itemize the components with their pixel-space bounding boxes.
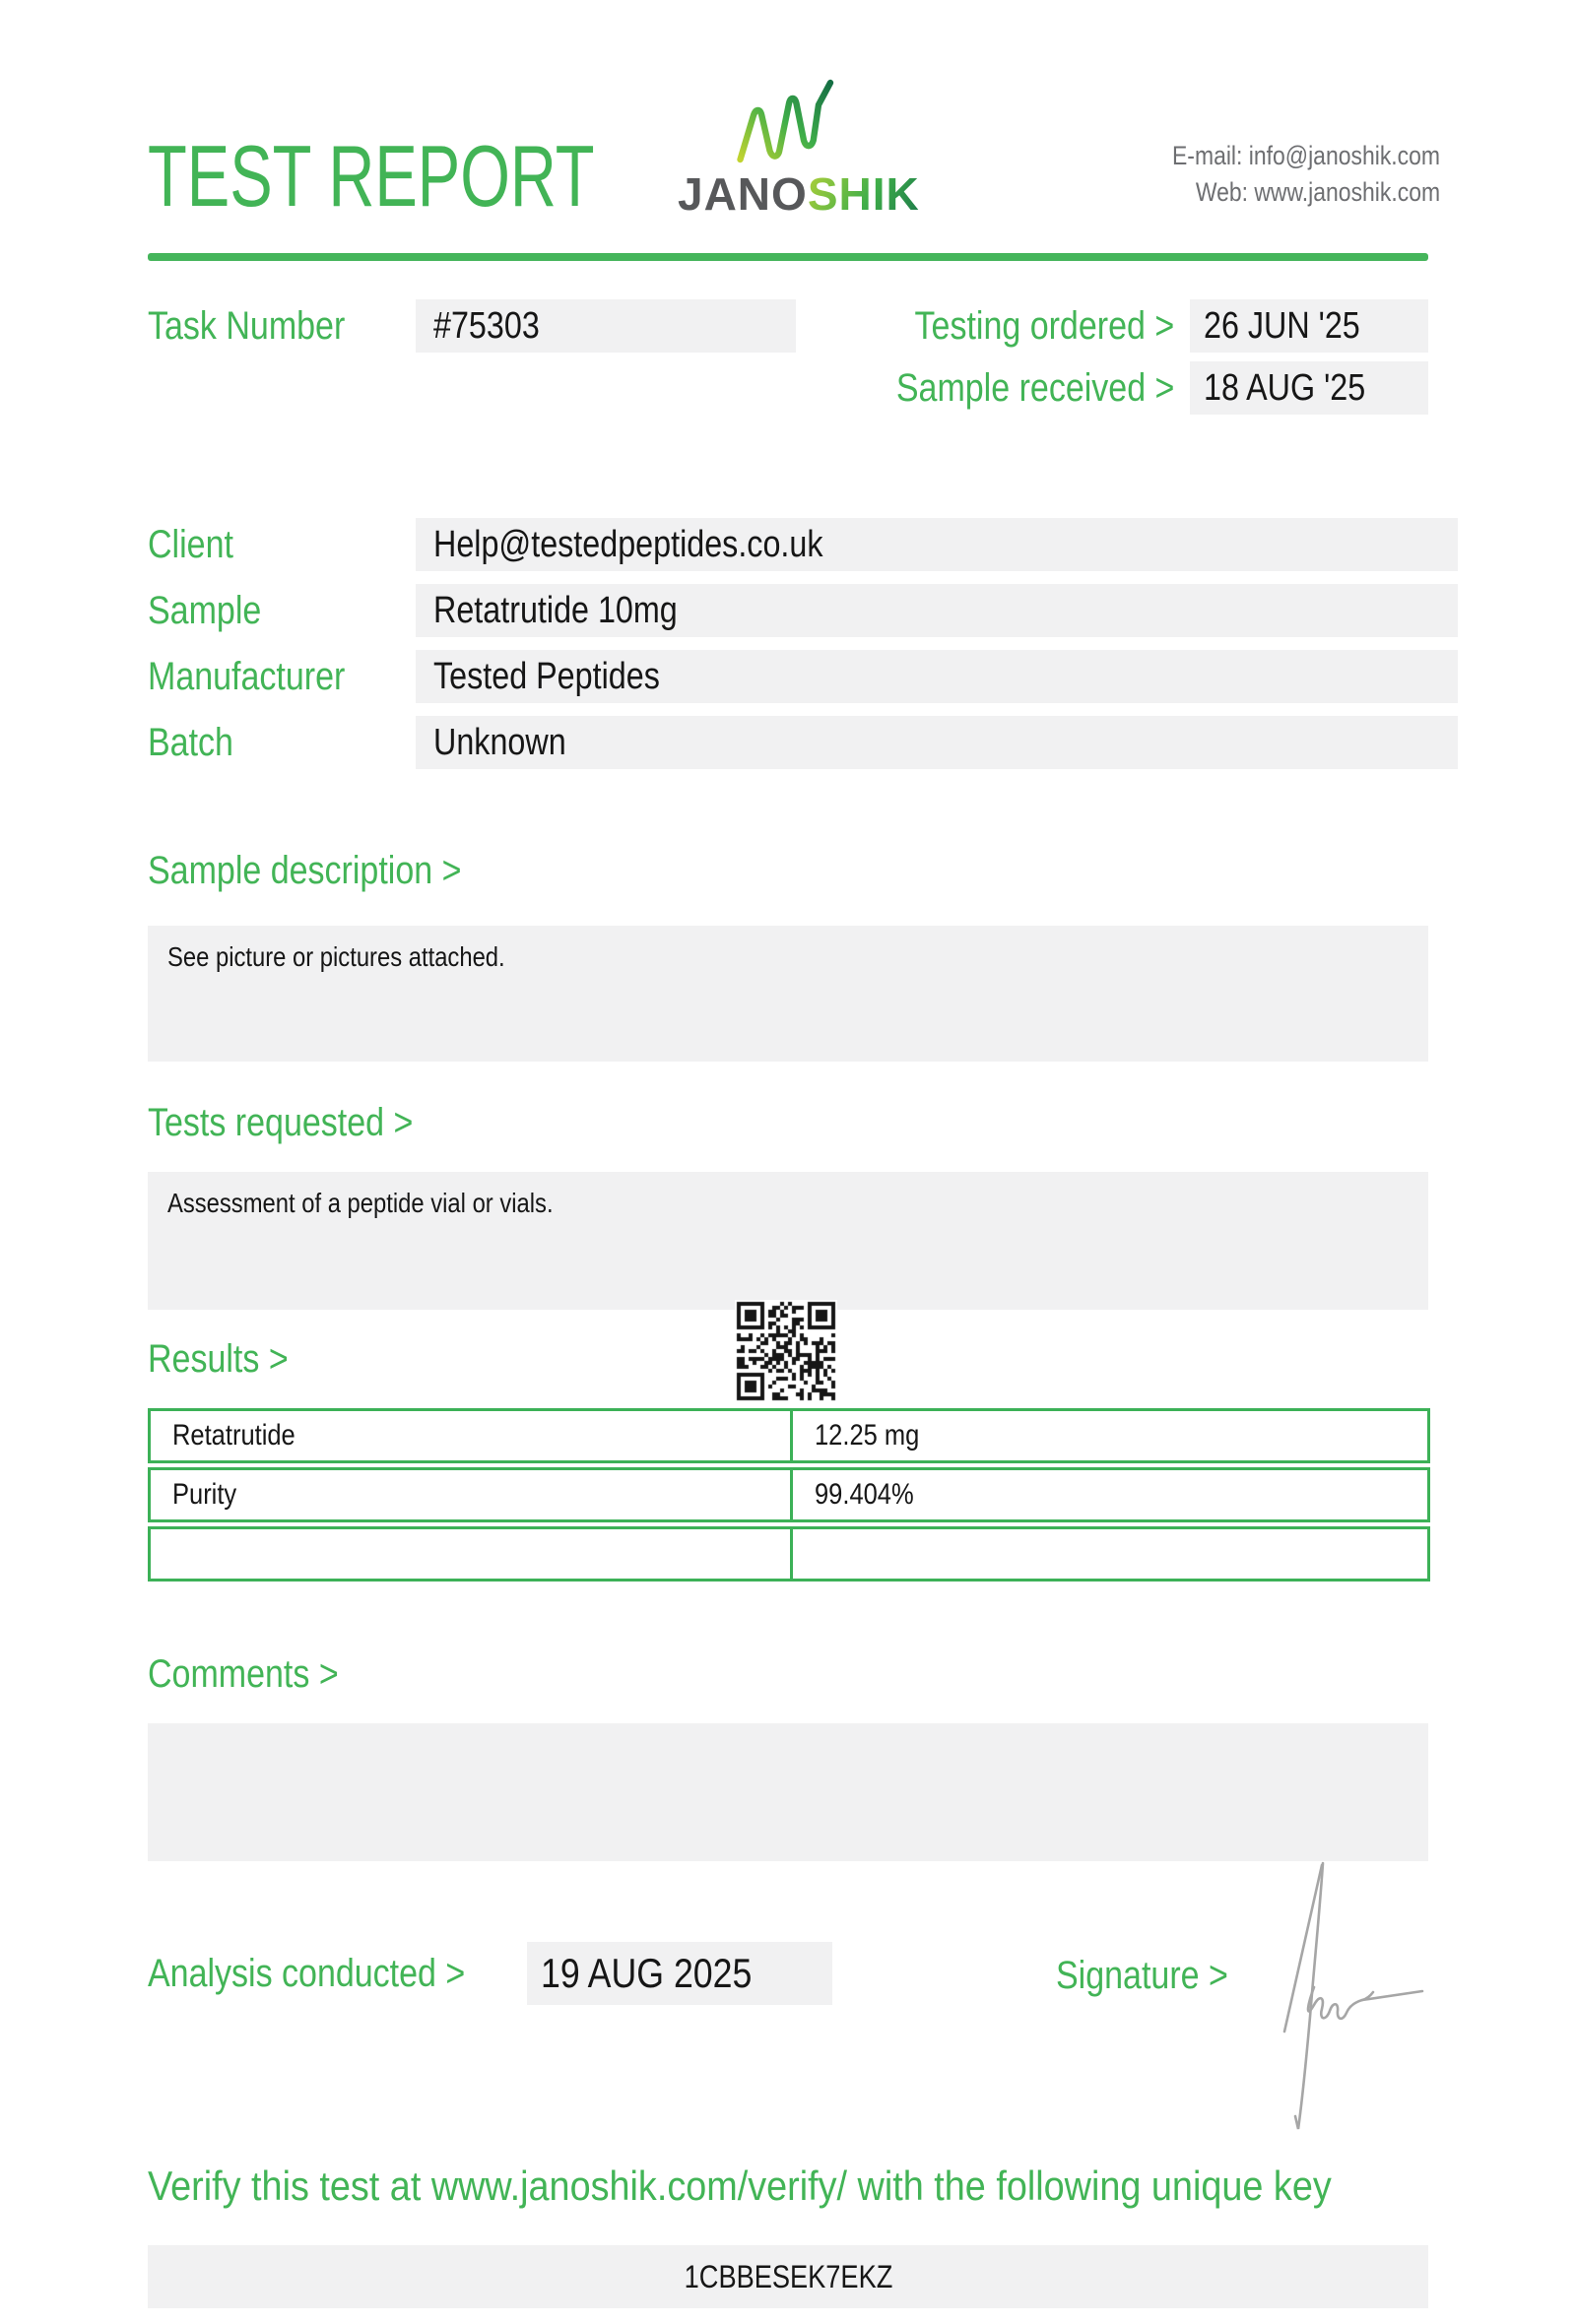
info-row-sample (148, 584, 1458, 637)
task-number-label: Task Number (148, 303, 346, 348)
results-heading: Results > (148, 1337, 289, 1381)
result-value-cell: 99.404% (815, 1478, 914, 1511)
batch-box (416, 716, 1458, 769)
janoshik-logo-icon (731, 77, 841, 165)
analysis-conducted-label: Analysis conducted > (148, 1951, 466, 1995)
janoshik-logo-text (678, 167, 920, 221)
sample-received-date: 18 AUG '25 (1204, 366, 1366, 409)
sample-received-row (148, 360, 1428, 416)
batch-value: Unknown (433, 721, 566, 763)
result-name-cell: Purity (151, 1470, 793, 1519)
manufacturer-value: Tested Peptides (433, 655, 660, 697)
analysis-row (148, 1942, 837, 2005)
task-row (148, 299, 1428, 353)
client-value: Help@testedpeptides.co.uk (433, 523, 823, 565)
results-table (148, 1408, 1430, 1585)
info-row-manufacturer (148, 650, 1458, 703)
results-row (148, 1467, 1430, 1522)
result-name-cell: Retatrutide (151, 1411, 793, 1460)
manufacturer-box (416, 650, 1458, 703)
qr-code (735, 1300, 837, 1402)
info-row-batch (148, 716, 1458, 769)
testing-ordered-date: 26 JUN '25 (1204, 304, 1360, 347)
signature (1271, 1849, 1433, 2145)
result-value-cell: 12.25 mg (815, 1419, 920, 1452)
client-label: Client (148, 522, 233, 566)
result-value-cell (793, 1529, 1427, 1579)
task-number-value: #75303 (433, 304, 540, 347)
signature-label: Signature > (1056, 1954, 1228, 1997)
page-title: TEST REPORT (148, 127, 595, 225)
tests-requested-heading: Tests requested > (148, 1101, 414, 1144)
sample-description-box (148, 926, 1428, 1062)
task-number-box (416, 299, 796, 353)
info-row-client (148, 518, 1458, 571)
contact-email: E-mail: info@janoshik.com (1171, 141, 1440, 170)
logo-text-jano: JANO (678, 168, 808, 220)
result-name-cell (151, 1529, 793, 1579)
tests-requested-text: Assessment of a peptide vial or vials. (167, 1188, 554, 1218)
sample-received-label: Sample received > (895, 365, 1174, 410)
batch-label: Batch (148, 720, 233, 764)
tests-requested-box (148, 1172, 1428, 1310)
sample-description-text: See picture or pictures attached. (167, 941, 505, 972)
sample-description-heading: Sample description > (148, 849, 462, 892)
header-divider (148, 253, 1428, 261)
comments-box (148, 1723, 1428, 1861)
analysis-date: 19 AUG 2025 (541, 1950, 753, 1996)
logo-text-shik: SHIK (807, 168, 920, 220)
testing-ordered-label: Testing ordered > (914, 303, 1174, 348)
client-box (416, 518, 1458, 571)
contact-web: Web: www.janoshik.com (1195, 177, 1440, 207)
contact-block (1125, 138, 1440, 211)
sample-box (416, 584, 1458, 637)
results-row (148, 1408, 1430, 1463)
comments-heading: Comments > (148, 1652, 339, 1696)
results-row-empty (148, 1526, 1430, 1582)
testing-ordered-box (1190, 299, 1428, 353)
verify-instruction: Verify this test at www.janoshik.com/verify/ with the following unique key (148, 2163, 1332, 2209)
analysis-date-box (527, 1942, 832, 2005)
sample-received-box (1190, 361, 1428, 415)
verify-key: 1CBBESEK7EKZ (684, 2258, 892, 2294)
sample-label: Sample (148, 588, 262, 632)
verify-key-box (148, 2245, 1428, 2308)
manufacturer-label: Manufacturer (148, 654, 346, 698)
sample-value: Retatrutide 10mg (433, 589, 678, 631)
